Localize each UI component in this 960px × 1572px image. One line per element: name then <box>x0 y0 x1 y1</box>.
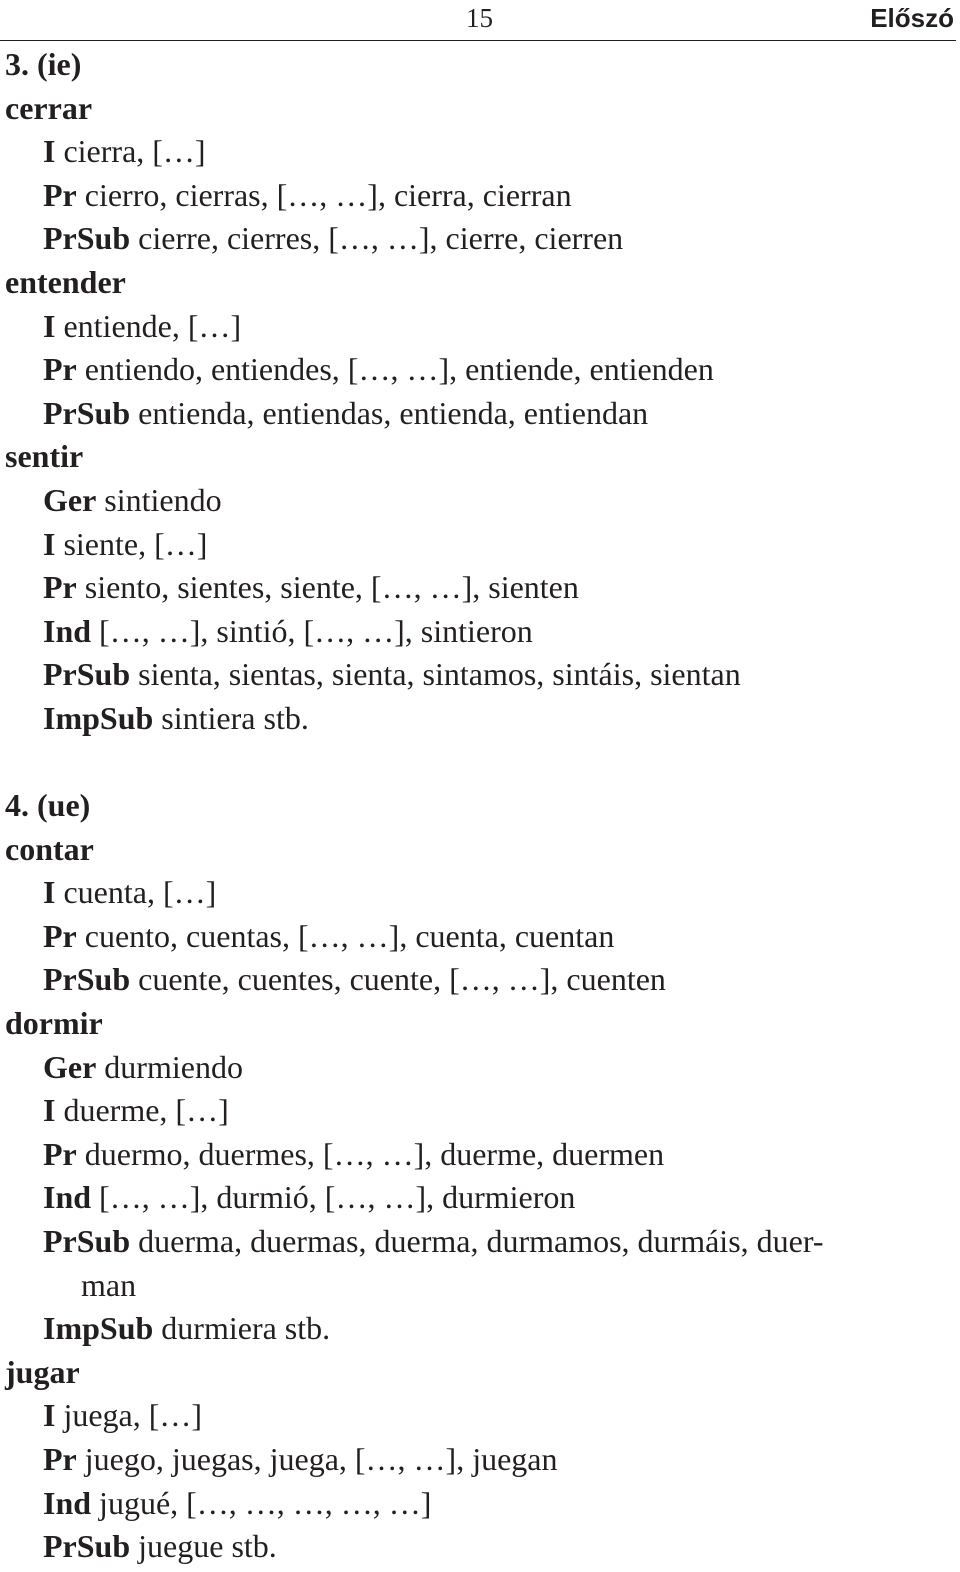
verb-form: PrSub duerma, duermas, duerma, durmamos, durmáis, duer- <box>43 1223 824 1260</box>
verb-form: I entiende, […] <box>43 307 242 344</box>
verb-form: I cierra, […] <box>43 133 206 170</box>
verb-headword: dormir <box>5 1005 103 1042</box>
verb-form: PrSub sienta, sientas, sienta, sintamos, sintáis, sientan <box>43 656 741 693</box>
section-heading: 4. (ue) <box>5 787 91 824</box>
section-heading: 3. (ie) <box>5 46 82 82</box>
page-number: 15 <box>466 3 493 33</box>
verb-headword: contar <box>5 830 94 867</box>
verb-form: I cuenta, […] <box>43 874 217 911</box>
verb-form: Pr juego, juegas, juega, […, …], juegan <box>43 1441 558 1477</box>
verb-form-continuation: man <box>81 1266 137 1303</box>
verb-form: Ind […, …], sintió, […, …], sintieron <box>43 612 533 649</box>
verb-form: ImpSub durmiera stb. <box>43 1310 331 1347</box>
conjugation-list <box>5 43 955 1569</box>
section-spacer <box>5 741 955 785</box>
running-head: Előszó <box>870 3 954 33</box>
verb-headword: cerrar <box>5 89 93 126</box>
verb-headword: entender <box>5 263 126 300</box>
verb-form: Pr duermo, duermes, […, …], duerme, duermen <box>43 1135 665 1172</box>
verb-form: Pr cuento, cuentas, […, …], cuenta, cuentan <box>43 917 615 954</box>
verb-form: I juega, […] <box>43 1397 203 1434</box>
verb-form: PrSub juegue stb. <box>43 1528 277 1565</box>
verb-form: Ind […, …], durmió, […, …], durmieron <box>43 1179 576 1216</box>
verb-form: I siente, […] <box>43 525 208 562</box>
verb-form: PrSub cuente, cuentes, cuente, […, …], cuenten <box>43 961 666 998</box>
verb-form: Ind jugué, […, …, …, …, …] <box>43 1484 432 1521</box>
verb-form: Ger durmiendo <box>43 1048 243 1085</box>
verb-headword: jugar <box>5 1353 80 1390</box>
verb-form: Pr cierro, cierras, […, …], cierra, cierran <box>43 176 572 213</box>
verb-form: Pr entiendo, entiendes, […, …], entiende, entienden <box>43 351 714 388</box>
verb-form: PrSub cierre, cierres, […, …], cierre, cierren <box>43 220 624 257</box>
verb-form: Ger sintiendo <box>43 481 222 518</box>
verb-form: I duerme, […] <box>43 1092 229 1129</box>
page-header <box>0 0 956 41</box>
verb-form: Pr siento, sientes, siente, […, …], sienten <box>43 569 579 606</box>
verb-form: ImpSub sintiera stb. <box>43 699 309 736</box>
verb-form: PrSub entienda, entiendas, entienda, entiendan <box>43 394 649 431</box>
verb-headword: sentir <box>5 438 84 475</box>
